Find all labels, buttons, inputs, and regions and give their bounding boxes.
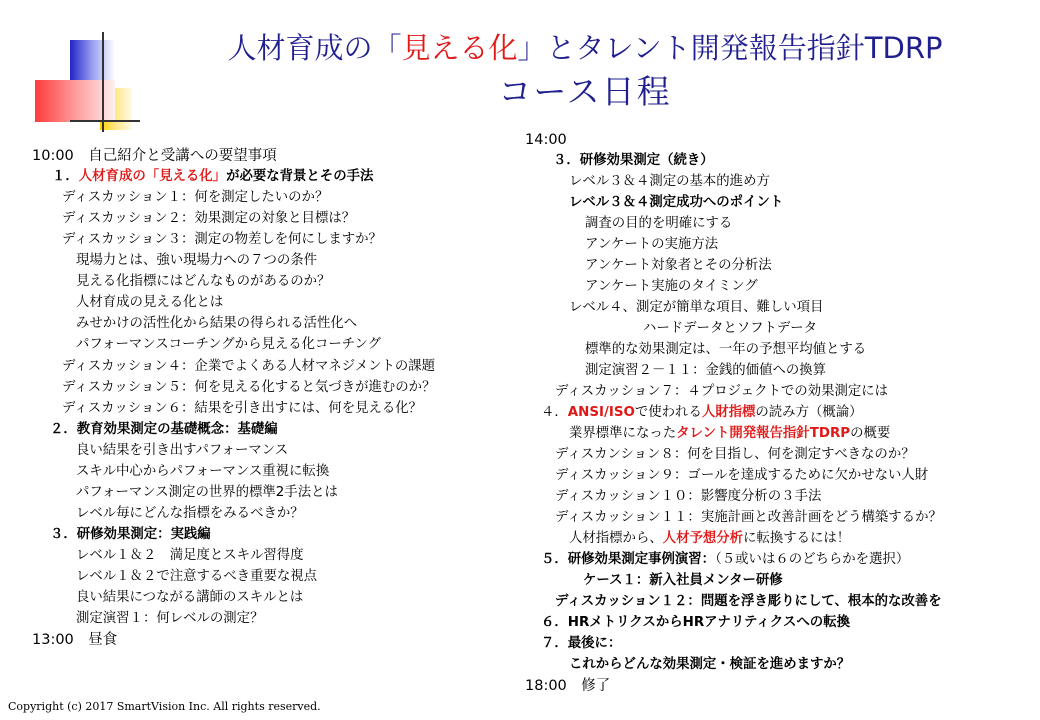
schedule-line: 良い結果につながる講師のスキルとは bbox=[76, 590, 304, 605]
page-title bbox=[150, 30, 1020, 66]
schedule-line: アンケート実施のタイミング bbox=[585, 279, 758, 294]
schedule-line: レベル３＆４測定成功へのポイント bbox=[569, 195, 784, 210]
schedule-line: ３．研修効果測定：実践編 bbox=[50, 527, 211, 542]
schedule-line: パフォーマンス測定の世界的標準2手法とは bbox=[76, 485, 338, 500]
schedule-line: レベル１＆２で注意するべき重要な視点 bbox=[76, 569, 318, 584]
schedule-line: ディスカッション１：何を測定したいのか？ bbox=[62, 190, 329, 205]
schedule-line: ５．研修効果測定事例演習：（５或いは６のどちらかを選択） bbox=[541, 552, 910, 567]
schedule-line: 標準的な効果測定は、一年の予想平均値とする bbox=[585, 342, 867, 357]
schedule-line: ディスカッション４：企業でよくある人材マネジメントの課題 bbox=[62, 359, 436, 374]
schedule-line: ケース１：新入社員メンター研修 bbox=[583, 573, 783, 588]
schedule-line: アンケート対象者とその分析法 bbox=[585, 258, 772, 273]
schedule-line: 測定演習１：何レベルの測定？ bbox=[76, 611, 264, 626]
title-part2: 」とタレント開発報告指針TDRP bbox=[517, 31, 943, 65]
schedule-line: レベル毎にどんな指標をみるべきか？ bbox=[76, 506, 304, 521]
schedule-line: スキル中心からパフォーマンス重視に転換 bbox=[76, 464, 330, 479]
page-subtitle: コース日程 bbox=[498, 72, 672, 111]
schedule-line: 業界標準になったタレント開発報告指針TDRPの概要 bbox=[569, 426, 891, 441]
schedule-line: ハードデータとソフトデータ bbox=[643, 321, 818, 336]
right-schedule-column bbox=[525, 130, 1025, 710]
schedule-line: パフォーマンスコーチングから見える化コーチング bbox=[76, 337, 382, 352]
schedule-line: 人材指標から、人材予想分析に転換するには！ bbox=[569, 531, 851, 546]
schedule-line: 見える化指標にはどんなものがあるのか？ bbox=[76, 274, 331, 289]
schedule-line: ディスカッション９：ゴールを達成するために欠かせない人財 bbox=[555, 468, 929, 483]
schedule-line: ２．教育効果測定の基礎概念：基礎編 bbox=[50, 422, 278, 437]
schedule-line: 人材育成の見える化とは bbox=[76, 295, 224, 310]
schedule-line: レベル４、測定が簡単な項目、難しい項目 bbox=[569, 300, 824, 315]
schedule-line: ディスカンション８：何を目指し、何を測定すべきなのか？ bbox=[555, 447, 915, 462]
schedule-line: レベル３＆４測定の基本的進め方 bbox=[569, 174, 770, 189]
schedule-line: 調査の目的を明確にする bbox=[585, 216, 733, 231]
schedule-line: 良い結果を引き出すパフォーマンス bbox=[76, 443, 289, 458]
left-schedule-column bbox=[32, 146, 502, 686]
schedule-line: アンケートの実施方法 bbox=[585, 237, 719, 252]
schedule-line: ディスカッション５：何を見える化すると気づきが進むのか？ bbox=[62, 380, 436, 395]
schedule-line: ６．HRメトリクスからHRアナリティクスへの転換 bbox=[541, 615, 850, 630]
schedule-line: ディスカッション７：４プロジェクトでの効果測定には bbox=[555, 384, 889, 399]
schedule-line: 測定演習２－１１：金銭的価値への換算 bbox=[585, 363, 827, 378]
copyright-footer: Copyright (c) 2017 SmartVision Inc. All rights reserved. bbox=[8, 700, 321, 713]
schedule-line: 10:00 自己紹介と受講への要望事項 bbox=[32, 148, 277, 164]
schedule-line: ３．研修効果測定（続き） bbox=[553, 153, 714, 168]
schedule-line: みせかけの活性化から結果の得られる活性化へ bbox=[76, 316, 358, 331]
schedule-line: ディスカッション２：効果測定の対象と目標は？ bbox=[62, 211, 356, 226]
title-part1: 人材育成の「 bbox=[227, 31, 402, 65]
schedule-line: レベル１＆２ 満足度とスキル習得度 bbox=[76, 548, 304, 563]
schedule-line: ４．ANSI/ISOで使われる人財指標の読み方（概論） bbox=[541, 405, 863, 420]
schedule-line: ディスカッション１０：影響度分析の３手法 bbox=[555, 489, 822, 504]
schedule-line: ７．最後に： bbox=[541, 636, 622, 651]
schedule-line: ディスカッション１２：問題を浮き彫りにして、根本的な改善を bbox=[555, 594, 942, 609]
schedule-line: ディスカッション３：測定の物差しを何にしますか？ bbox=[62, 232, 382, 247]
schedule-line: 13:00 昼食 bbox=[32, 632, 118, 648]
schedule-line: 14:00 bbox=[525, 132, 567, 148]
schedule-line: ディスカッション１１：実施計画と改善計画をどう構築するか？ bbox=[555, 510, 942, 525]
schedule-line: これからどんな効果測定・検証を進めますか？ bbox=[569, 657, 851, 672]
schedule-line: ディスカッション６：結果を引き出すには、何を見える化？ bbox=[62, 401, 423, 416]
title-highlight: 見える化 bbox=[401, 31, 518, 65]
schedule-line: 18:00 修了 bbox=[525, 678, 611, 694]
corner-logo-graphic bbox=[0, 0, 150, 140]
schedule-line: １．人材育成の「見える化」が必要な背景とその手法 bbox=[52, 169, 374, 184]
schedule-line: 現場力とは、強い現場力への７つの条件 bbox=[76, 253, 318, 268]
